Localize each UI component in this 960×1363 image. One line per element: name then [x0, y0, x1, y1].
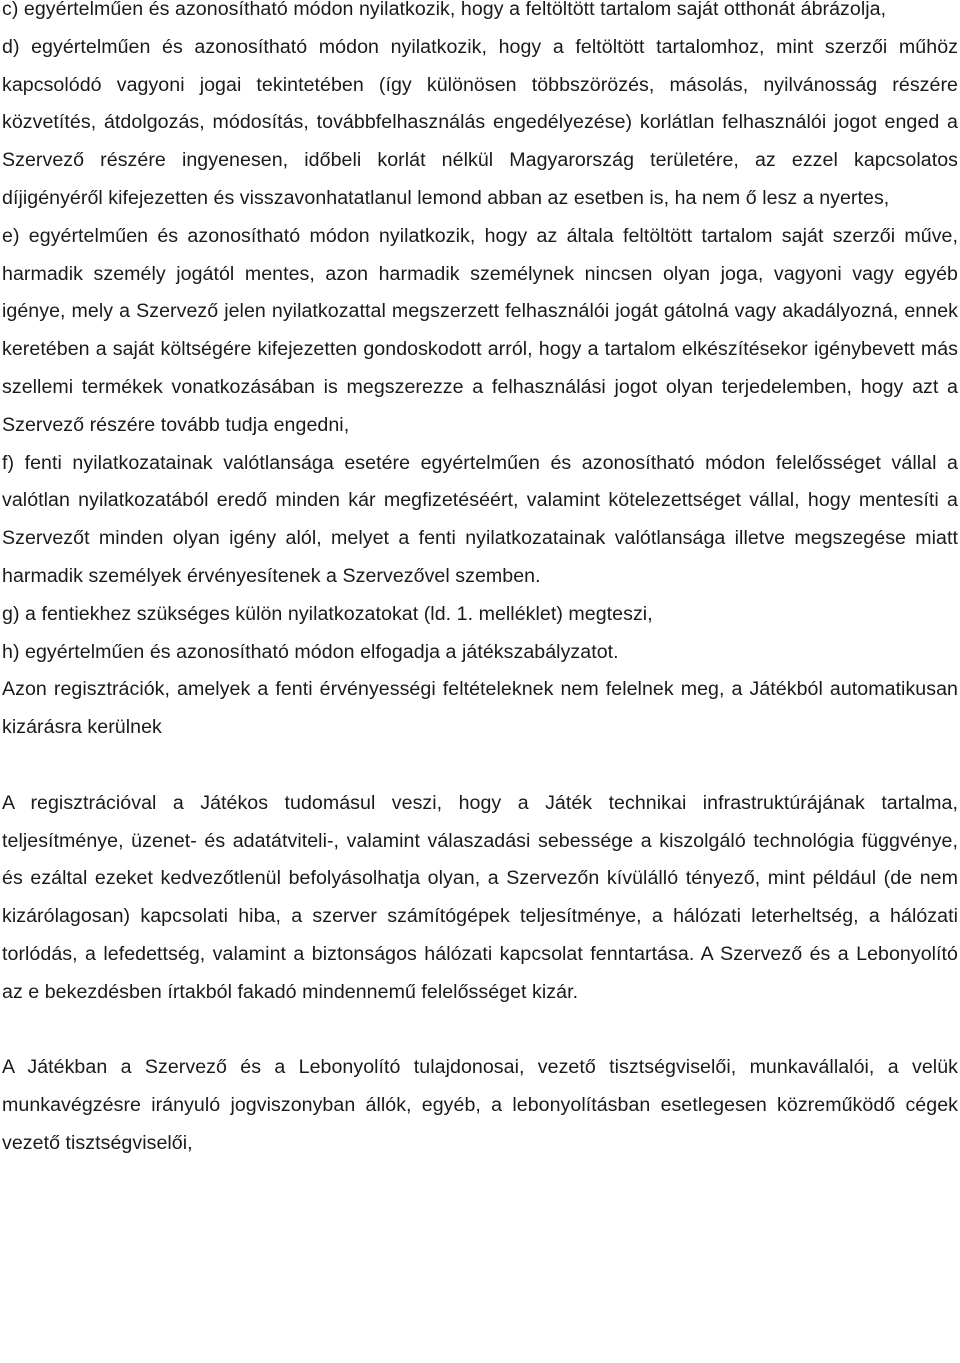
paragraph-invalid-registrations: Azon regisztrációk, amelyek a fenti érvényességi feltételeknek nem felelnek meg, a Játékból automatikusan kizárásra kerülnek: [2, 678, 958, 739]
paragraph-d: d) egyértelműen és azonosítható módon nyilatkozik, hogy a feltöltött tartalomhoz, mint szerzői műhöz kapcsolódó vagyoni jogai tekintetében (így különösen többszörözés, másolás, nyilvánosság részére közvetítés, átdolgozás, módosítás, továbbfelhasználás engedélyezése) korlátlan felhasználói jogot enged a Szervező részére ingyenesen, időbeli korlát nélkül Magyarország területére, az ezzel kapcsolatos díjigényéről kifejezetten és visszavonhatatlanul lemond abban az esetben is, ha nem ő lesz a nyertes,: [2, 35, 958, 209]
paragraph-f: f) fenti nyilatkozatainak valótlansága esetére egyértelműen és azonosítható módon felelősséget vállal a valótlan nyilatkozatából eredő minden kár megfizetéséért, valamint kötelezettséget vállal, hogy mentesíti a Szervezőt minden olyan igény alól, melyet a fenti nyilatkozatainak valótlansága illetve megszegése miatt harmadik személyek érvényesítenek a Szervezővel szemben.: [2, 451, 958, 587]
paragraph-spacer: [2, 747, 958, 785]
paragraph-excluded-persons: A Játékban a Szervező és a Lebonyolító tulajdonosai, vezető tisztségviselői, munkavállalói, a velük munkavégzésre irányuló jogviszonyban állók, egyéb, a lebonyolításban esetlegesen közreműködő cégek vezető tisztségviselői,: [2, 1056, 958, 1154]
paragraph-e: e) egyértelműen és azonosítható módon nyilatkozik, hogy az általa feltöltött tartalom saját szerzői műve, harmadik személy jogától mentes, azon harmadik személynek nincsen olyan joga, vagyoni vagy egyéb igénye, mely a Szervező jelen nyilatkozattal megszerzett felhasználói jogát gátolná vagy akadályozná, ennek keretében a saját költségére kifejezetten gondoskodott arról, hogy a tartalom elkészítésekor igénybevett más szellemi termékek vonatkozásában is megszerezze a felhasználási jogot olyan terjedelemben, hogy azt a Szervező részére tovább tudja engedni,: [2, 224, 958, 436]
paragraph-technical-infrastructure: A regisztrációval a Játékos tudomásul veszi, hogy a Játék technikai infrastruktúrájának tartalma, teljesítménye, üzenet- és adatátviteli-, valamint válaszadási sebessége a kiszolgáló technológia függvénye, és ezáltal ezeket kedvezőtlenül befolyásolhatja olyan, a Szervezőn kívülálló tényező, mint például (de nem kizárólagosan) kapcsolati hiba, a szerver számítógépek teljesítménye, a hálózati leterheltség, a hálózati torlódás, a lefedettség, valamint a biztonságos hálózati kapcsolat fenntartása. A Szervező és a Lebonyolító az e bekezdésben írtakból fakadó mindennemű felelősséget kizár.: [2, 791, 958, 1003]
paragraph-c: c) egyértelműen és azonosítható módon nyilatkozik, hogy a feltöltött tartalom saját otthonát ábrázolja,: [2, 0, 887, 20]
paragraph-g: g) a fentiekhez szükséges külön nyilatkozatokat (ld. 1. melléklet) megteszi,: [2, 602, 653, 625]
document-page: [2, 0, 958, 1163]
paragraph-spacer: [2, 1012, 958, 1050]
paragraph-h: h) egyértelműen és azonosítható módon elfogadja a játékszabályzatot.: [2, 640, 619, 663]
